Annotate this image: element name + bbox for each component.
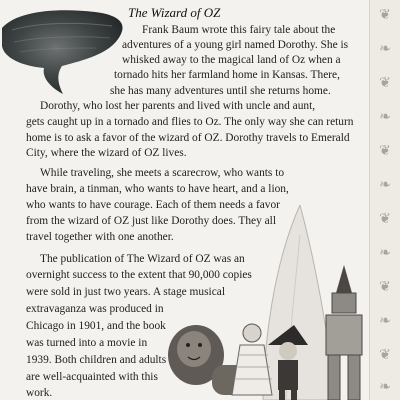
swirl-ornament-icon: ❧ <box>379 379 391 395</box>
ornamental-border <box>369 0 400 400</box>
paragraph-line: who wants to have courage. Each of them needs a favor <box>26 199 280 211</box>
paragraph-line: The publication of The Wizard of OZ was an <box>40 253 245 265</box>
swirl-ornament-icon: ❦ <box>379 143 391 159</box>
paragraph-line: extravaganza was produced in <box>26 303 164 315</box>
swirl-ornament-icon: ❦ <box>379 75 391 91</box>
paragraph-line: Frank Baum wrote this fairy tale about the <box>142 24 336 36</box>
paragraph-line: Dorothy, who lost her parents and lived with uncle and aunt, <box>40 100 316 112</box>
swirl-ornament-icon: ❦ <box>379 279 391 295</box>
paragraph-line: adventures of a young girl named Dorothy. She is <box>122 39 349 51</box>
paragraph-line: from the wizard of OZ just like Dorothy does. They all <box>26 215 277 227</box>
paragraph-line: 1939. Both children and adults <box>26 354 167 366</box>
paragraph-line: work. <box>26 387 53 399</box>
paragraph-line: gets caught up in a tornado and flies to Oz. The only way she can return <box>26 116 354 128</box>
paragraph-line: she has many adventures until she returns home. <box>110 85 331 97</box>
paragraph-line: tornado hits her farmland home in Kansas. There, <box>114 69 340 81</box>
swirl-ornament-icon: ❦ <box>379 211 391 227</box>
paragraph-line: have brain, a tinman, who wants to have heart, and a lion, <box>26 183 289 195</box>
paragraph-line: Chicago in 1901, and the book <box>26 320 166 332</box>
paragraph-line: was turned into a movie in <box>26 337 148 349</box>
paragraph-line: whisked away to the magical land of Oz when a <box>122 54 341 66</box>
document-title: The Wizard of OZ <box>128 5 221 20</box>
paragraph-line: home is to ask a favor of the wizard of OZ. Dorothy travels to Emerald <box>26 132 350 144</box>
swirl-ornament-icon: ❧ <box>379 109 391 125</box>
paragraph-line: were sold in just two years. A stage musical <box>26 286 225 298</box>
paragraph-line: overnight success to the extent that 90,000 copies <box>26 269 252 281</box>
swirl-ornament-icon: ❧ <box>379 313 391 329</box>
paragraph-line: travel together with one another. <box>26 231 174 243</box>
paragraph-line: are well-acquainted with this <box>26 371 158 383</box>
swirl-ornament-icon: ❧ <box>379 177 391 193</box>
paragraph-line: City, where the wizard of OZ lives. <box>26 147 187 159</box>
swirl-ornament-icon: ❧ <box>379 245 391 261</box>
paragraph-line: While traveling, she meets a scarecrow, who wants to <box>40 167 285 179</box>
swirl-ornament-icon: ❧ <box>379 41 391 57</box>
swirl-ornament-icon: ❦ <box>379 347 391 363</box>
swirl-ornament-icon: ❦ <box>379 7 391 23</box>
